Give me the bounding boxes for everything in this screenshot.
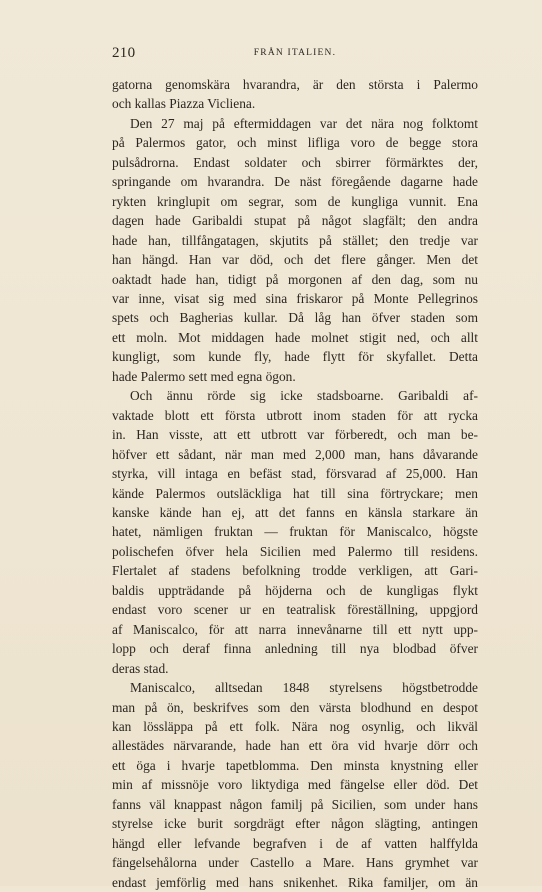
text-line: ett moln. Mot middagen hade molnet stigit ned, och allt [112,329,478,345]
text-line: var inne, visat sig med sina friskaror på Monte Pellegrinos [112,290,478,306]
text-line: ett öga i hvarje tapetblomma. Den minsta knystning eller [112,757,478,773]
text-line: Maniscalco, alltsedan 1848 styrelsens högstbetrodde [130,680,478,696]
text-line: Och ännu rörde sig icke stadsboarne. Garibaldi af- [130,388,478,404]
text-line: af Maniscalco, för att narra innevånarne till ett nytt upp- [112,621,478,637]
text-line: endast jemförlig med hans snikenhet. Rika familjer, om än [112,874,478,890]
text-line: baldis uppträdande på höjderna och de kungligas flykt [112,582,478,598]
text-line: styrelse icke burit sorgdrägt efter någon slägting, antingen [112,816,478,832]
text-line: in. Han visste, att ett utbrott var förberedt, och man be- [112,427,478,443]
text-line: Den 27 maj på eftermiddagen var det nära nog folktomt [130,115,478,131]
text-line: kungligt, som kunde fly, hade flytt för skyfallet. Detta [112,349,478,365]
text-line: polischefen öfver hela Sicilien med Palermo till residens. [112,543,478,559]
body-text [112,75,478,892]
text-line: springande om hvarandra. De näst föregående dagarne hade [112,174,478,190]
text-line: hade han, tillfångatagen, skjutits på stället; den tredje var [112,232,478,248]
paragraph [112,75,478,114]
text-line: spets och Bagherias kullar. Då låg han öfver staden som [112,310,478,326]
text-line: vaktade blott ett första utbrott inom staden för att rycka [112,407,478,423]
text-line: och kallas Piazza Vicliena. [112,96,256,112]
text-line: lopp och deraf finna anledning till nya blodbad öfver [112,641,478,657]
text-line: oaktadt hade han, tidigt på morgonen af den dag, som nu [112,271,478,287]
paragraph [112,386,478,678]
text-line: pulsådrorna. Endast soldater och sbirrer förmärktes der, [112,154,478,170]
text-line: rykten kringlupit om segrar, som de kungliga vunnit. Ena [112,193,478,209]
text-line: deras stad. [112,660,169,676]
paragraph [112,114,478,386]
text-line: endast voro scener ur en teatralisk föreställning, uppgjord [112,602,478,618]
text-line: man på ön, beskrifves som den värsta blodhund en despot [112,699,478,715]
text-line: gatorna genomskära hvarandra, är den största i Palermo [112,77,478,92]
page-header [112,45,478,65]
running-head: FRÅN ITALIEN. [253,48,337,58]
page-number: 210 [112,45,136,61]
text-line: kanske kände han ej, att det fanns en känsla starkare än [112,504,478,520]
text-line: allestädes närvarande, hade han ett öra vid hvarje dörr och [112,738,478,754]
text-line: hade Palermo sett med egna ögon. [112,368,296,384]
text-line: han hängd. Han var död, och det flere gånger. Men det [112,252,478,268]
text-line: på Palermos gator, och minst lifliga voro de begge stora [112,135,478,151]
text-line: hatet, nämligen fruktan — fruktan för Maniscalco, högste [112,524,478,540]
text-line: styrka, vill intaga en befäst stad, försvarad af 25,000. Han [112,466,478,482]
text-line: min af missnöje voro liktydiga med fängelse eller död. Det [112,777,478,793]
text-line: höfver ett sådant, när man med 2,000 man, hans dåvarande [112,446,478,462]
text-line: kände Palermos outsläckliga hat till sina förtryckare; men [112,485,478,501]
text-line: fanns väl knappast någon familj på Sicilien, som under hans [112,796,478,812]
text-line: kan lössläppa på ett folk. Nära nog osynlig, och likväl [112,718,478,734]
text-line: dagen hade Garibaldi stupat på något slagfält; den andra [112,213,478,229]
text-line: fängelsehålorna under Castello a Mare. Hans grymhet var [112,855,478,871]
paragraph [112,678,478,892]
text-line: Flertalet af stadens befolkning trodde verkligen, att Gari- [112,563,478,579]
text-line: hängd eller lefvande begrafven i de af vatten halffylda [112,835,478,851]
